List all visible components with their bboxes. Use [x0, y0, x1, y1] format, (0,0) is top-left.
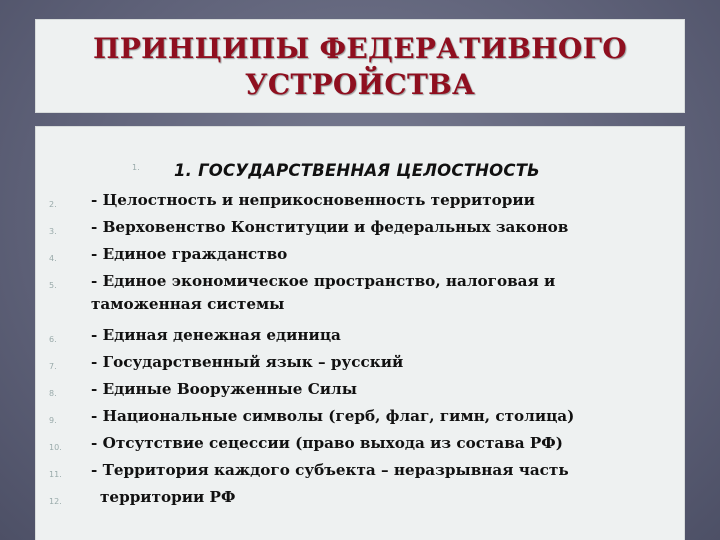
item-number: 11.: [49, 470, 62, 479]
principle-line: - Единое экономическое пространство, налоговая и: [91, 272, 556, 290]
principle-line: - Единые Вооруженные Силы: [91, 380, 357, 398]
slide-title: [36, 20, 684, 103]
principle-line-continuation: территории РФ: [100, 488, 236, 506]
item-number: 10.: [49, 443, 62, 452]
item-number: 12.: [49, 497, 62, 506]
principle-line: - Отсутствие сецессии (право выхода из состава РФ): [91, 434, 563, 452]
item-number: 3.: [49, 227, 57, 236]
item-number: 8.: [49, 389, 57, 398]
principle-line: - Территория каждого субъекта – неразрывная часть: [91, 461, 569, 479]
title-line-1: ПРИНЦИПЫ ФЕДЕРАТИВНОГО: [93, 32, 627, 65]
principle-line-continuation: таможенная системы: [91, 295, 285, 313]
item-number: 6.: [49, 335, 57, 344]
item-number: 9.: [49, 416, 57, 425]
item-number: 4.: [49, 254, 57, 263]
principle-line: - Целостность и неприкосновенность территории: [91, 191, 535, 209]
principle-line: - Государственный язык – русский: [91, 353, 404, 371]
title-line-2: УСТРОЙСТВА: [244, 68, 476, 101]
content-panel: [36, 127, 684, 540]
title-panel: [36, 20, 684, 112]
section-number: 1.: [132, 163, 140, 172]
principle-line: - Единое гражданство: [91, 245, 288, 263]
item-number: 2.: [49, 200, 57, 209]
principle-line: - Национальные символы (герб, флаг, гимн, столица): [91, 407, 575, 425]
item-number: 7.: [49, 362, 57, 371]
principle-line: - Единая денежная единица: [91, 326, 341, 344]
principle-line: - Верховенство Конституции и федеральных законов: [91, 218, 569, 236]
section-heading: 1. ГОСУДАРСТВЕННАЯ ЦЕЛОСТНОСТЬ: [174, 161, 540, 180]
item-number: 5.: [49, 281, 57, 290]
